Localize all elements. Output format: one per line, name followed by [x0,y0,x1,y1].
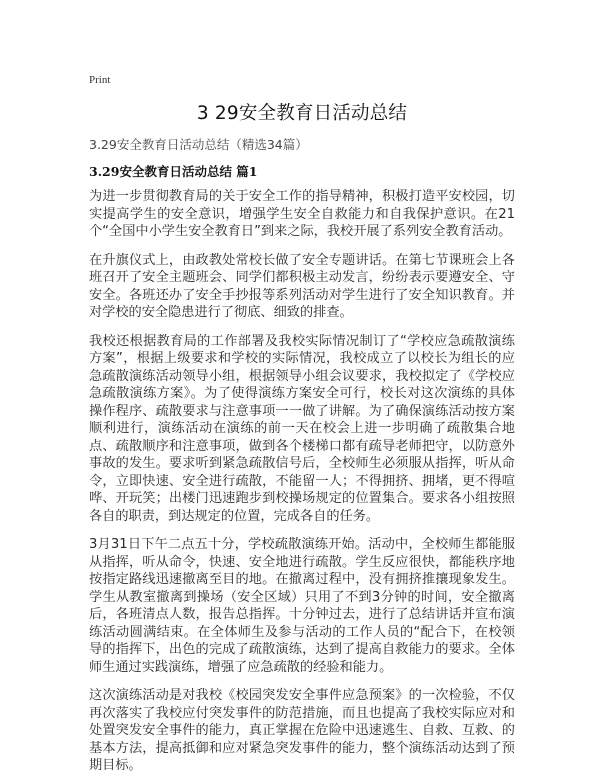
paragraph: 我校还根据教育局的工作部署及我校实际情况制订了“学校应急疏散演练方案”，根据上级要求和学校的实际情况，我校成立了以校长为组长的应急疏散演练活动领导小组，根据领导小组会议要求，我校拟定了《学校应急疏散演练方案》。为了使得演练方案安全可行，校长对这次演练的具体操作程序、疏散要求与注意事项一一做了讲解。为了确保演练活动按方案顺利进行，演练活动在演练的前一天在校会上进一步明确了疏散集合地点、疏散顺序和注意事项，做到各个楼梯口都有疏导老师把守，以防意外事故的发生。要求听到紧急疏散信号后，全校师生必须服从指挥，听从命令，立即快速、安全进行疏散，不能留一人；不得拥挤、拥堵，更不得喧哗、开玩笑；出楼门迅速跑步到校操场规定的位置集合。要求各小组按照各自的职责，到达规定的位置，完成各自的任务。 [89,333,515,524]
paragraph: 这次演练活动是对我校《校园突发安全事件应急预案》的一次检验，不仅再次落实了我校应付突发事件的防范措施，而且也提高了我校实际应对和处置突发安全事件的能力，真正掌握在危险中迅速逃生、自救、互救、的基本方法，提高抵御和应对紧急突发事件的能力，整个演练活动达到了预期目标。 [89,688,515,773]
print-label: Print [89,74,111,86]
section-heading: 3.29安全教育日活动总结 篇1 [89,164,258,179]
paragraph: 为进一步贯彻教育局的关于安全工作的指导精神，积极打造平安校园，切实提高学生的安全意识，增强学生安全自救能力和自我保护意识。在21个“全国中小学生安全教育日”到来之际，我校开展了系列安全教育活动。 [89,189,515,239]
paragraph: 在升旗仪式上，由政教处常校长做了安全专题讲话。在第七节课班会上各班召开了安全主题班会、同学们都积极主动发言，纷纷表示要遵安全、守安全。各班还办了安全手抄报等系列活动对学生进行了安全知识教育。并对学校的安全隐患进行了彻底、细致的排查。 [89,252,515,320]
document-title: 3 29安全教育日活动总结 [196,103,408,124]
paragraph: 3月31日下午二点五十分，学校疏散演练开始。活动中，全校师生都能服从指挥，听从命令，快速、安全地进行疏散。学生反应很快，都能秩序地按指定路线迅速撤离至目的地。在撤离过程中，没有拥挤推攘现象发生。学生从教室撤离到操场（安全区域）只用了不到3分钟的时间，安全撤离后，各班清点人数，报告总指挥。十分钟过去，进行了总结讲话并宣布演练活动圆满结束。在全体师生及参与活动的工作人员的“配合下，在校领导的指挥下，出色的完成了疏散演练，达到了提高自救能力的要求。全体师生通过实践演练，增强了应急疏散的经验和能力。 [89,537,515,675]
document-page [89,72,515,775]
document-subtitle: 3.29安全教育日活动总结（精选34篇） [89,137,308,152]
